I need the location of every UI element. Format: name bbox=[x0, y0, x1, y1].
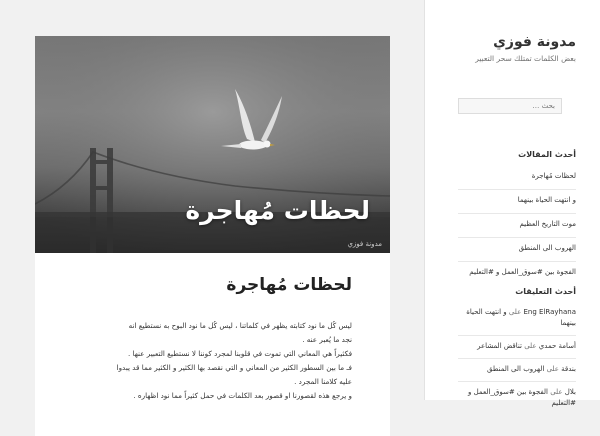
recent-post-link[interactable]: الفجوة بين #سوق_العمل و #التعليم bbox=[458, 261, 576, 285]
post-line: نجد ما يُعبر عنه . bbox=[302, 335, 352, 344]
post-line: و يرجع هذه لقصورنا او قصور بعد الكلمات في حمل كثيراً مما نود اظهاره . bbox=[133, 391, 352, 400]
comment-post-link[interactable]: الفجوة بين #سوق_العمل و #التعليم bbox=[468, 388, 576, 407]
recent-posts-list bbox=[458, 166, 576, 285]
post-card bbox=[35, 36, 390, 436]
recent-comments-title: أحدث التعليقات bbox=[515, 287, 576, 296]
featured-image[interactable] bbox=[35, 36, 390, 253]
comment-author[interactable]: بندقة bbox=[561, 365, 576, 373]
post-line: ليس كُل ما نود كتابته يظهر في كلماتنا ، ليس كُل ما نود البوح به نستطيع انه bbox=[128, 321, 352, 330]
comment-item bbox=[458, 302, 576, 335]
comment-author[interactable]: Eng ElRayhana bbox=[523, 308, 576, 316]
comment-on: على bbox=[550, 388, 563, 396]
post-line: فكثيراً هي المعاني التي تموت في قلوبنا لمجرد كوننا لا نستطيع التعبير عنها . bbox=[127, 349, 352, 358]
recent-post-link[interactable]: لحظات مُهاجرة bbox=[531, 172, 576, 180]
recent-post-link[interactable]: و انتهت الحياة بينهما bbox=[458, 189, 576, 213]
site-tagline: بعض الكلمات تمتلك سحر التعبير bbox=[475, 54, 576, 63]
recent-comments-list bbox=[458, 302, 576, 415]
image-watermark: مدونة فوزي bbox=[347, 240, 382, 248]
recent-posts-title: أحدث المقالات bbox=[518, 150, 576, 159]
post-line: فـ ما بين السطور الكثير من المعاني و التي نقصد بها الكثير و الكثير مما قد يبدوا bbox=[116, 363, 352, 372]
comment-on: على bbox=[546, 365, 559, 373]
recent-post-link[interactable]: الهروب الى المنطق bbox=[458, 237, 576, 261]
comment-post-link[interactable]: الهروب الى المنطق bbox=[487, 365, 545, 373]
comment-item bbox=[458, 381, 576, 415]
post-line: عليه كلامنا المجرد . bbox=[294, 377, 352, 386]
comment-post-link[interactable]: تناقض المشاعر bbox=[477, 342, 522, 350]
comment-on: على bbox=[524, 342, 537, 350]
recent-post-link[interactable]: موت التاريخ العظيم bbox=[458, 213, 576, 237]
post-content bbox=[52, 319, 352, 403]
post-title[interactable]: لحظات مُهاجرة bbox=[226, 275, 352, 295]
comment-item bbox=[458, 335, 576, 358]
comment-author[interactable]: بلال bbox=[564, 388, 576, 396]
comment-item bbox=[458, 358, 576, 381]
comment-author[interactable]: أسامة حمدي bbox=[538, 342, 576, 350]
comment-post-link[interactable]: و انتهت الحياة بينهما bbox=[466, 308, 576, 327]
search-input[interactable] bbox=[458, 98, 562, 114]
comment-on: على bbox=[508, 308, 522, 316]
site-title[interactable]: مدونة فوزي bbox=[493, 34, 576, 50]
featured-title[interactable]: لحظات مُهاجرة bbox=[185, 196, 370, 225]
